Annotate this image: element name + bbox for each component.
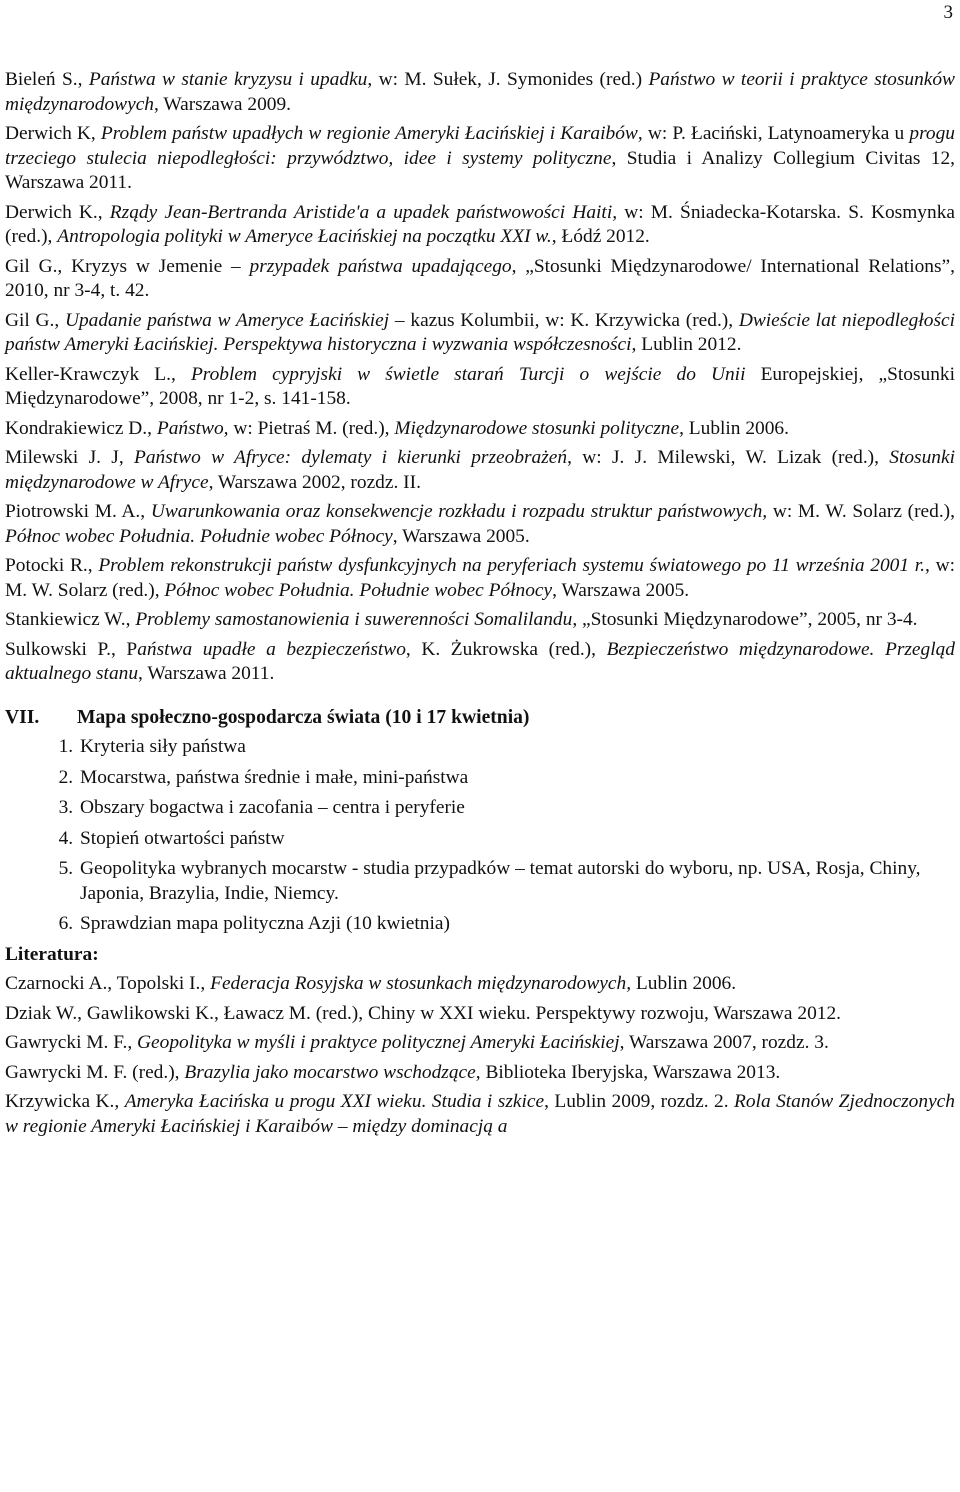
reference-text: Bieleń S., (5, 69, 89, 90)
reference-text: Derwich K, (5, 123, 101, 144)
reference-text: , „Stosunki Międzynarodowe”, 2005, nr 3-4. (572, 609, 918, 630)
reference-entry (5, 972, 955, 997)
reference-text: Północ wobec Południa. Południe wobec Północy (5, 525, 393, 547)
reference-text: w: M. W. Solarz (red.), (767, 501, 955, 522)
reference-text: Geopolityka w myśli i praktyce politycznej Ameryki Łacińskiej (137, 1032, 620, 1053)
section-number: VII. (5, 706, 40, 728)
reference-text: Ameryka Łacińska u progu XXI wieku. Studia i szkice (124, 1091, 545, 1112)
reference-text: Europejskiej, „Stosunki Międzynarodowe”, 2008, nr 1-2, s. 141-158. (5, 363, 956, 409)
reference-entry (5, 68, 955, 117)
reference-text: Sulkowski P., P (5, 638, 138, 660)
reference-text: Czarnocki A., Topolski I., (5, 973, 211, 994)
reference-text: , w: M. W. Solarz (red.), (5, 555, 956, 601)
section-heading (5, 706, 955, 731)
reference-text: kazus Kolumbii, w: K. Krzywicka (red.), (410, 309, 739, 331)
literature-heading: Literatura: (5, 943, 99, 965)
reference-entry (5, 554, 955, 603)
reference-text: , Lublin 2009, rozdz. 2. (544, 1091, 735, 1112)
topic-item: 4. Stopień otwartości państw (78, 827, 955, 852)
page-content (5, 68, 955, 1144)
reference-text: Milewski J. J, (5, 447, 134, 468)
reference-entry (5, 255, 955, 304)
reference-entry (5, 638, 955, 687)
reference-text: Rola Stanów Zjednoczonych w regionie Ameryki Łacińskiej i Karaibów – między dominacją a (5, 1091, 955, 1137)
reference-text: Północ wobec Południa. Południe wobec Północy (164, 579, 553, 601)
reference-text: Gil G., (5, 309, 65, 331)
reference-text: w: M. Śniadecka-Kotarska. S. Kosmynka (red.), (5, 201, 956, 247)
reference-text: , Warszawa 2007, rozdz. 3. (619, 1032, 829, 1053)
literature-list (5, 972, 955, 1139)
reference-text: , w: J. J. Milewski, W. Lizak (red.), (567, 447, 890, 468)
reference-text: Piotrowski M. A., (5, 501, 151, 522)
reference-text: , Lublin 2012. (631, 334, 742, 355)
reference-entry (5, 363, 955, 412)
reference-text: Państwo, (156, 417, 229, 439)
page-number: 3 (943, 2, 953, 23)
reference-entry (5, 1031, 955, 1056)
topic-item: 6. Sprawdzian mapa polityczna Azji (10 kwietnia) (78, 912, 955, 937)
reference-text: aństwa upadłe a bezpieczeństwo (137, 638, 406, 660)
reference-text: Dwieście lat niepodległości państw Ameryki Łacińskiej. Perspektywa historyczna i wyzwania współczesności (5, 309, 955, 355)
reference-text: Problem rekonstrukcji państw dysfunkcyjnych na peryferiach systemu światowego po 11 września 2001 r. (98, 555, 926, 576)
reference-text: Brazylia jako mocarstwo wschodzące (184, 1061, 476, 1083)
reference-entry (5, 500, 955, 549)
reference-text: Gil G., Kryzys w Jemenie (5, 255, 232, 277)
reference-text: Problemy samostanowienia i suwerenności Somalilandu (135, 609, 573, 630)
reference-text: Potocki R., (5, 555, 99, 576)
reference-entry (5, 309, 955, 358)
reference-entry (5, 608, 955, 633)
reference-entry (5, 201, 955, 250)
section-title: Mapa społeczno-gospodarcza świata (10 i 17 kwietnia) (77, 706, 530, 728)
reference-text: , w: P. Łaciński, Latynoameryka u (637, 123, 910, 144)
reference-text: Międzynarodowe stosunki polityczne (394, 417, 680, 439)
reference-text: , Warszawa 2005. (552, 579, 690, 601)
reference-entry (5, 1061, 955, 1086)
reference-text: Państwa w stanie kryzysu i upadku (88, 69, 368, 90)
reference-text: Państwo w Afryce: dylematy i kierunki przeobrażeń (134, 447, 568, 468)
topic-item: 5. Geopolityka wybranych mocarstw - studia przypadków – temat autorski do wyboru, np. USA, Rosja, Chiny, Japonia, Brazylia, Indie, Niemcy. (78, 857, 955, 906)
reference-text: Lublin 2006. (631, 973, 737, 994)
topic-list (5, 735, 955, 937)
reference-text: Stosunki międzynarodowe w Afryce (5, 447, 955, 493)
reference-text: Gawrycki M. F. (red.), (5, 1061, 185, 1083)
reference-text: Bezpieczeństwo międzynarodowe. Przegląd aktualnego stanu (5, 638, 956, 684)
reference-text: , Łódź 2012. (551, 226, 650, 247)
reference-text: Kondrakiewicz D., (5, 417, 157, 439)
reference-text: , Lublin 2006. (679, 417, 789, 439)
reference-text: , Warszawa 2005. (392, 525, 530, 547)
topic-item: 3. Obszary bogactwa i zacofania – centra i peryferie (78, 796, 955, 821)
reference-text: Derwich K., (5, 201, 110, 223)
reference-text: , K. Żukrowska (red.), (405, 638, 607, 660)
reference-entry (5, 417, 955, 442)
reference-text: Krzywicka K., (5, 1091, 125, 1112)
reference-text: Problem państw upadłych w regionie Ameryki Łacińskiej i Karaibów (100, 123, 638, 144)
reference-text: Państwo w teorii i praktyce stosunków międzynarodowych (5, 69, 955, 115)
topic-item: 2. Mocarstwa, państwa średnie i małe, mini-państwa (78, 766, 955, 791)
reference-text: Antropologia polityki w Ameryce Łacińskiej na początku XXI w. (57, 226, 552, 247)
reference-entry (5, 1090, 955, 1139)
reference-text: w: Pietraś M. (red.), (228, 417, 395, 439)
reference-text: Problem cypryjski w świetle starań Turcji o wejście do Unii (190, 363, 746, 385)
reference-text: Keller-Krawczyk L., (5, 363, 191, 385)
reference-text: , Warszawa 2002, rozdz. II. (208, 471, 421, 493)
reference-text: Federacja Rosyjska w stosunkach międzynarodowych, (210, 973, 632, 994)
reference-text: , Warszawa 2011. (138, 663, 275, 684)
reference-text: , Studia i Analizy Collegium Civitas 12, Warszawa 2011. (5, 147, 955, 193)
reference-entry (5, 1002, 955, 1027)
reference-entry (5, 122, 955, 196)
reference-entry (5, 446, 955, 495)
reference-text: , „Stosunki Międzynarodowe/ International Relations”, 2010, nr 3-4, t. 42. (5, 255, 955, 301)
reference-text: Upadanie państwa w Ameryce Łacińskiej – (64, 309, 411, 331)
reference-list (5, 68, 955, 687)
reference-text: , Biblioteka Iberyjska, Warszawa 2013. (475, 1061, 781, 1083)
reference-text: , Warszawa 2009. (154, 93, 292, 115)
reference-text: Rządy Jean-Bertranda Aristide'a a upadek państwowości Haiti, (109, 201, 618, 223)
reference-text: Gawrycki M. F., (5, 1032, 138, 1053)
reference-text: Stankiewicz W., (5, 609, 136, 630)
reference-text: , w: M. Sułek, J. Symonides (red.) (367, 69, 649, 90)
reference-text: Uwarunkowania oraz konsekwencje rozkładu i rozpadu struktur państwowych, (150, 501, 768, 522)
topic-item: 1. Kryteria siły państwa (78, 735, 955, 760)
reference-text: progu trzeciego stulecia niepodległości: przywództwo, idee i systemy polityczne (5, 123, 955, 169)
reference-text: Dziak W., Gawlikowski K., Ławacz M. (red.), Chiny w XXI wieku. Perspektywy rozwoju, Warszawa 2012. (5, 1002, 842, 1024)
reference-text: – przypadek państwa upadającego (231, 255, 512, 277)
